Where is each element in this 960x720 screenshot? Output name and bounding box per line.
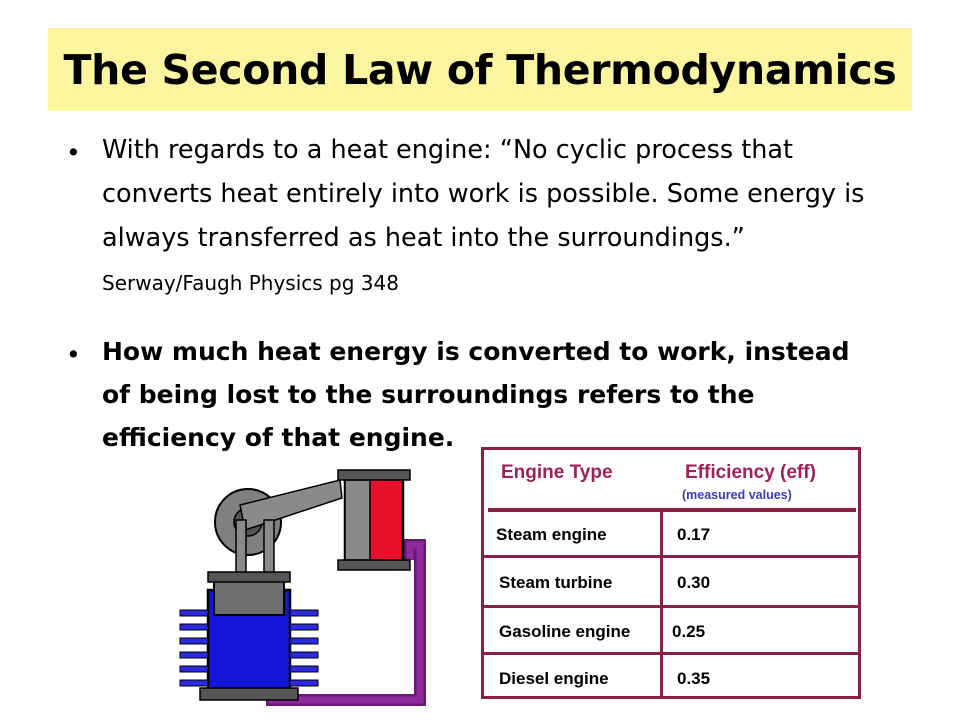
table-cell-engine: Steam engine bbox=[496, 525, 607, 544]
table-cell-engine: Steam turbine bbox=[499, 573, 613, 592]
connecting-rod bbox=[240, 480, 342, 530]
bullet-marker: • bbox=[66, 340, 81, 369]
bullet-text-2: How much heat energy is converted to work, instead of being lost to the surroundings refers to the efficiency of that engine. bbox=[102, 337, 850, 452]
table-cell-engine: Diesel engine bbox=[499, 669, 609, 688]
table-cell-efficiency: 0.35 bbox=[677, 669, 711, 688]
header-efficiency: Efficiency (eff) bbox=[685, 462, 816, 483]
header-note: (measured values) bbox=[682, 488, 792, 502]
table-cell-efficiency: 0.25 bbox=[672, 622, 706, 641]
row-divider bbox=[484, 555, 858, 558]
column-divider bbox=[660, 512, 663, 696]
row-divider bbox=[484, 605, 858, 608]
row-divider bbox=[484, 652, 858, 655]
table-cell-engine: Gasoline engine bbox=[499, 622, 631, 641]
efficiency-table bbox=[481, 447, 861, 699]
header-engine-type: Engine Type bbox=[501, 462, 613, 483]
table-cell-efficiency: 0.30 bbox=[677, 573, 711, 592]
bullet-1-citation: Serway/Faugh Physics pg 348 bbox=[102, 271, 399, 295]
bullet-marker: • bbox=[66, 138, 81, 167]
bullet-1-body: With regards to a heat engine: “No cyclic process that converts heat entirely into work is possible. Some energy is always transferred as heat into the surroundings.” bbox=[102, 135, 865, 253]
slide-title: The Second Law of Thermodynamics bbox=[63, 45, 897, 94]
table-cell-efficiency: 0.17 bbox=[677, 525, 711, 544]
header-divider bbox=[488, 508, 856, 512]
